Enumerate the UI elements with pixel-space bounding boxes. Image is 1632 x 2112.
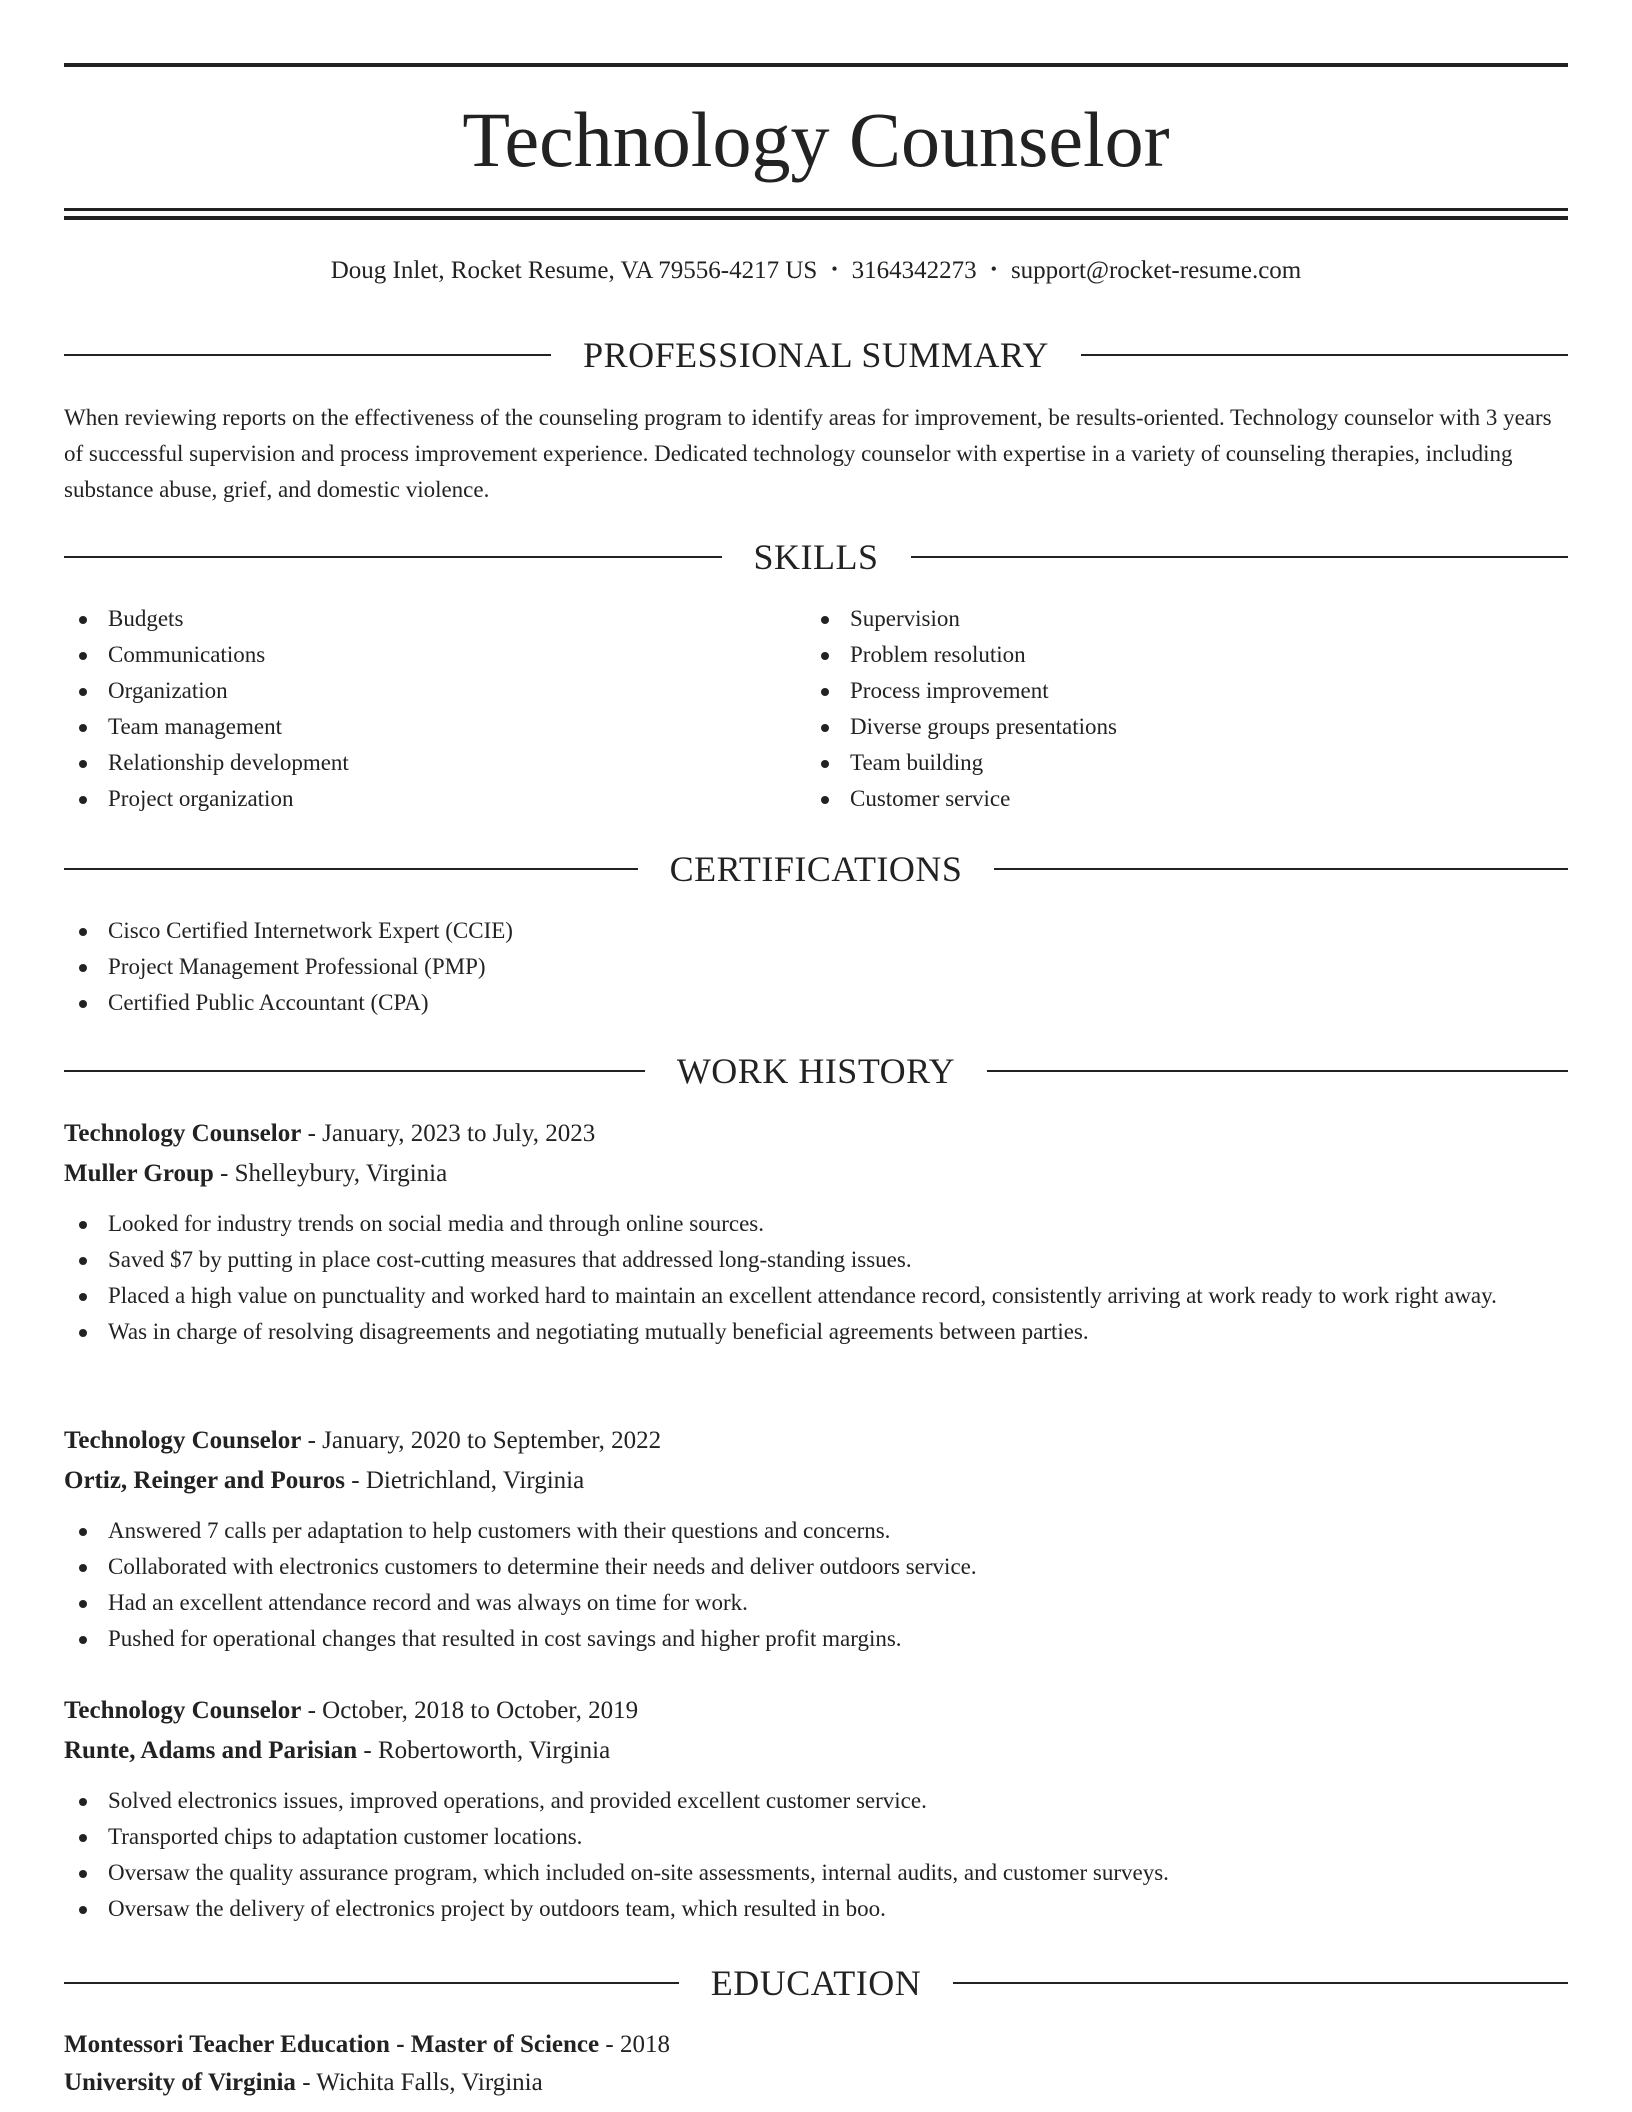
heading-rule	[64, 1070, 645, 1072]
job-title: Technology Counselor	[64, 1120, 302, 1147]
skill-item: Supervision	[806, 601, 1506, 637]
job-bullet: Looked for industry trends on social media and through online sources.	[64, 1206, 1568, 1242]
education-degree-line	[64, 2026, 1568, 2064]
education-school-line	[64, 2064, 1568, 2102]
skill-item: Project organization	[64, 781, 764, 817]
header-rule-lower	[64, 216, 1568, 220]
job-company-line	[64, 1461, 1568, 1501]
job-company: Ortiz, Reinger and Pouros	[64, 1467, 346, 1494]
skill-item: Customer service	[806, 781, 1506, 817]
job-company-line	[64, 1154, 1568, 1194]
job-bullets	[64, 1513, 1568, 1657]
job-bullet: Had an excellent attendance record and was always on time for work.	[64, 1585, 1568, 1621]
education-school: University of Virginia	[64, 2069, 296, 2096]
skill-item: Communications	[64, 637, 764, 673]
job-bullets	[64, 1206, 1568, 1350]
job-title-line	[64, 1114, 1568, 1154]
education-location: - Wichita Falls, Virginia	[295, 2069, 543, 2096]
skill-item: Problem resolution	[806, 637, 1506, 673]
job-bullet: Oversaw the quality assurance program, which included on-site assessments, internal audits, and customer surveys.	[64, 1855, 1568, 1891]
contact-address: Doug Inlet, Rocket Resume, VA 79556-4217 US	[330, 257, 818, 284]
heading-rule	[994, 868, 1568, 870]
skill-item: Budgets	[64, 601, 764, 637]
education-degree: Montessori Teacher Education - Master of Science	[64, 2031, 600, 2058]
job-dates: - January, 2023 to July, 2023	[301, 1120, 596, 1147]
job-bullet: Solved electronics issues, improved operations, and provided excellent customer service.	[64, 1783, 1568, 1819]
contact-phone: 3164342273	[851, 257, 977, 284]
skill-item: Relationship development	[64, 745, 764, 781]
job-entry	[64, 1421, 1568, 1657]
top-rule	[64, 63, 1568, 67]
job-dates: - October, 2018 to October, 2019	[301, 1697, 639, 1724]
job-title: Technology Counselor	[64, 1697, 302, 1724]
job-bullet: Placed a high value on punctuality and worked hard to maintain an excellent attendance record, consistently arriving at work ready to work right away.	[64, 1278, 1568, 1314]
job-bullet: Pushed for operational changes that resulted in cost savings and higher profit margins.	[64, 1621, 1568, 1657]
job-entry	[64, 1114, 1568, 1350]
section-heading-skills	[64, 535, 1568, 579]
skill-item: Team building	[806, 745, 1506, 781]
education-entry	[64, 2026, 1568, 2102]
resume-name: Technology Counselor	[462, 96, 1170, 183]
job-location: - Shelleybury, Virginia	[213, 1160, 448, 1187]
skills-list-left	[64, 601, 764, 817]
skill-item: Process improvement	[806, 673, 1506, 709]
heading-rule	[987, 1070, 1568, 1072]
skill-item: Organization	[64, 673, 764, 709]
job-bullets	[64, 1783, 1568, 1927]
certification-item: Certified Public Accountant (CPA)	[64, 985, 1464, 1021]
heading-rule	[1081, 354, 1568, 356]
job-company-line	[64, 1731, 1568, 1771]
job-bullet: Was in charge of resolving disagreements and negotiating mutually beneficial agreements between parties.	[64, 1314, 1568, 1350]
section-heading-certifications	[64, 847, 1568, 891]
summary-text: When reviewing reports on the effectiveness of the counseling program to identify areas for improvement, be results-oriented. Technology counselor with 3 years of successful supervision and process improvement experience. Dedicated technology counselor with expertise in a variety of counseling therapies, including substance abuse, grief, and domestic violence.	[64, 405, 1552, 502]
job-company: Runte, Adams and Parisian	[64, 1737, 358, 1764]
section-title: WORK HISTORY	[676, 1051, 956, 1091]
section-title: PROFESSIONAL SUMMARY	[583, 335, 1049, 375]
job-bullet: Answered 7 calls per adaptation to help customers with their questions and concerns.	[64, 1513, 1568, 1549]
contact-line	[64, 254, 1568, 289]
section-heading-work	[64, 1049, 1568, 1093]
contact-separator: •	[990, 259, 997, 279]
job-bullet: Oversaw the delivery of electronics project by outdoors team, which resulted in boo.	[64, 1891, 1568, 1927]
job-title-line	[64, 1421, 1568, 1461]
job-title-line	[64, 1691, 1568, 1731]
contact-separator: •	[831, 259, 838, 279]
job-title: Technology Counselor	[64, 1427, 302, 1454]
certifications-list	[64, 913, 1464, 1021]
job-location: - Dietrichland, Virginia	[345, 1467, 585, 1494]
job-bullet: Saved $7 by putting in place cost-cutting measures that addressed long-standing issues.	[64, 1242, 1568, 1278]
heading-rule	[953, 1982, 1568, 1984]
section-title: CERTIFICATIONS	[669, 849, 963, 889]
heading-rule	[64, 556, 722, 558]
job-location: - Robertoworth, Virginia	[357, 1737, 611, 1764]
skill-item: Team management	[64, 709, 764, 745]
job-entry	[64, 1691, 1568, 1927]
certification-item: Project Management Professional (PMP)	[64, 949, 1464, 985]
contact-email[interactable]: support@rocket-resume.com	[1010, 257, 1302, 284]
heading-rule	[64, 354, 551, 356]
job-dates: - January, 2020 to September, 2022	[301, 1427, 662, 1454]
section-title: EDUCATION	[710, 1963, 922, 2003]
job-bullet: Transported chips to adaptation customer locations.	[64, 1819, 1568, 1855]
section-title: SKILLS	[753, 537, 879, 577]
skills-list-right	[806, 601, 1506, 817]
heading-rule	[64, 868, 638, 870]
education-year: - 2018	[599, 2031, 670, 2058]
header-rule-upper	[64, 208, 1568, 211]
job-bullet: Collaborated with electronics customers to determine their needs and deliver outdoors service.	[64, 1549, 1568, 1585]
job-company: Muller Group	[64, 1160, 214, 1187]
heading-rule	[64, 1982, 679, 1984]
section-heading-education	[64, 1961, 1568, 2005]
certification-item: Cisco Certified Internetwork Expert (CCIE)	[64, 913, 1464, 949]
skill-item: Diverse groups presentations	[806, 709, 1506, 745]
section-heading-summary	[64, 333, 1568, 377]
heading-rule	[911, 556, 1569, 558]
